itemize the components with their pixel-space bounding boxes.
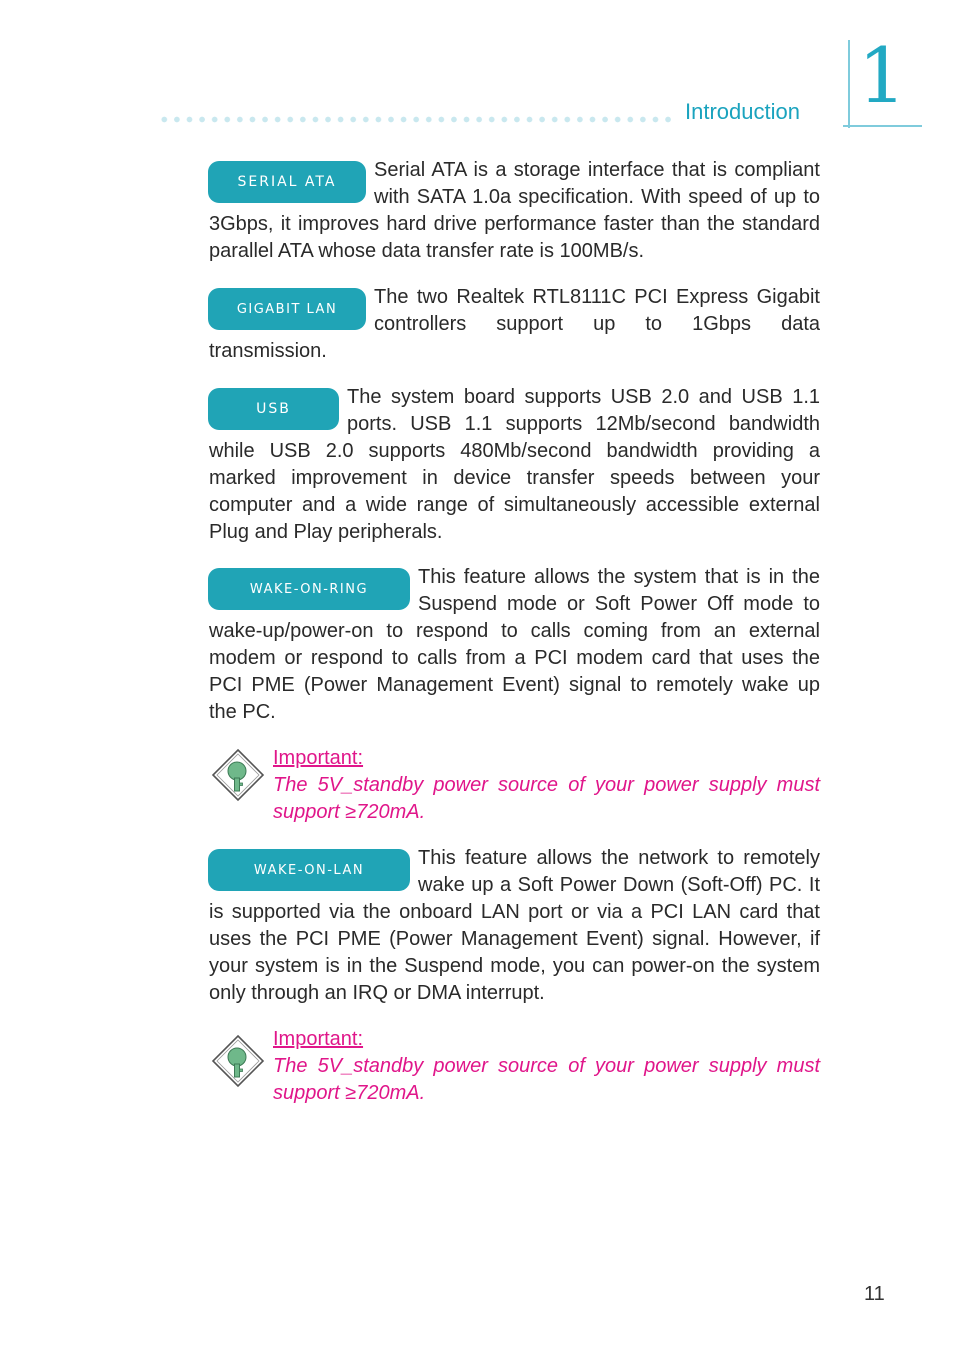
important-note [273,745,820,826]
feature-text: This feature allows the system that is in the Suspend mode or Soft Power Off mode to wake-up/power-on to respond to calls coming from an external modem or respond to calls from a PCI modem card that uses the PCI PME (Power Management Event) signal to remotely wake up the PC. [209,566,820,723]
badge-usb: USB [208,388,339,430]
badge-wake-on-ring: WAKE-ON-RING [208,568,410,610]
feature-gigabit-lan [209,284,820,365]
important-text: The 5V_standby power source of your power supply must support ≥720mA. [273,774,820,823]
feature-wake-on-ring [209,564,820,726]
feature-text: The system board supports USB 2.0 and USB 1.1 ports. USB 1.1 supports 12Mb/second bandwidth while USB 2.0 supports 480Mb/second bandwidth providing a marked improvement in device transfer speeds between your computer and a wide range of simultaneously accessible external Plug and Play peripherals. [209,386,820,543]
important-text: The 5V_standby power source of your power supply must support ≥720mA. [273,1055,820,1104]
key-icon [211,1034,265,1088]
key-icon [211,748,265,802]
important-heading: Important: [273,1028,364,1050]
chapter-marker-underline [843,125,922,127]
feature-text: This feature allows the network to remotely wake up a Soft Power Down (Soft-Off) PC. It is supported via the onboard LAN port or via a PCI LAN card that uses the PCI PME (Power Management Event) signal. However, if your system is in the Suspend mode, you can power-on the system only through an IRQ or DMA interrupt. [209,847,820,1004]
important-note [273,1026,820,1107]
badge-serial-ata: SERIAL ATA [208,161,366,203]
feature-wake-on-lan [209,845,820,1007]
header-dot-rule [158,116,676,123]
badge-gigabit-lan: GIGABIT LAN [208,288,366,330]
feature-text: Serial ATA is a storage interface that is compliant with SATA 1.0a specification. With speed of up to 3Gbps, it improves hard drive performance faster than the standard parallel ATA whose data transfer rate is 100MB/s. [209,159,820,262]
important-heading: Important: [273,747,364,769]
section-title: Introduction [685,99,800,124]
chapter-marker-line [848,40,850,128]
page-number: 11 [864,1283,885,1305]
feature-usb [209,384,820,546]
feature-serial-ata [209,157,820,265]
chapter-number: 1 [858,31,907,120]
badge-wake-on-lan: WAKE-ON-LAN [208,849,410,891]
feature-text: The two Realtek RTL8111C PCI Express Gigabit controllers support up to 1Gbps data transmission. [209,286,820,362]
